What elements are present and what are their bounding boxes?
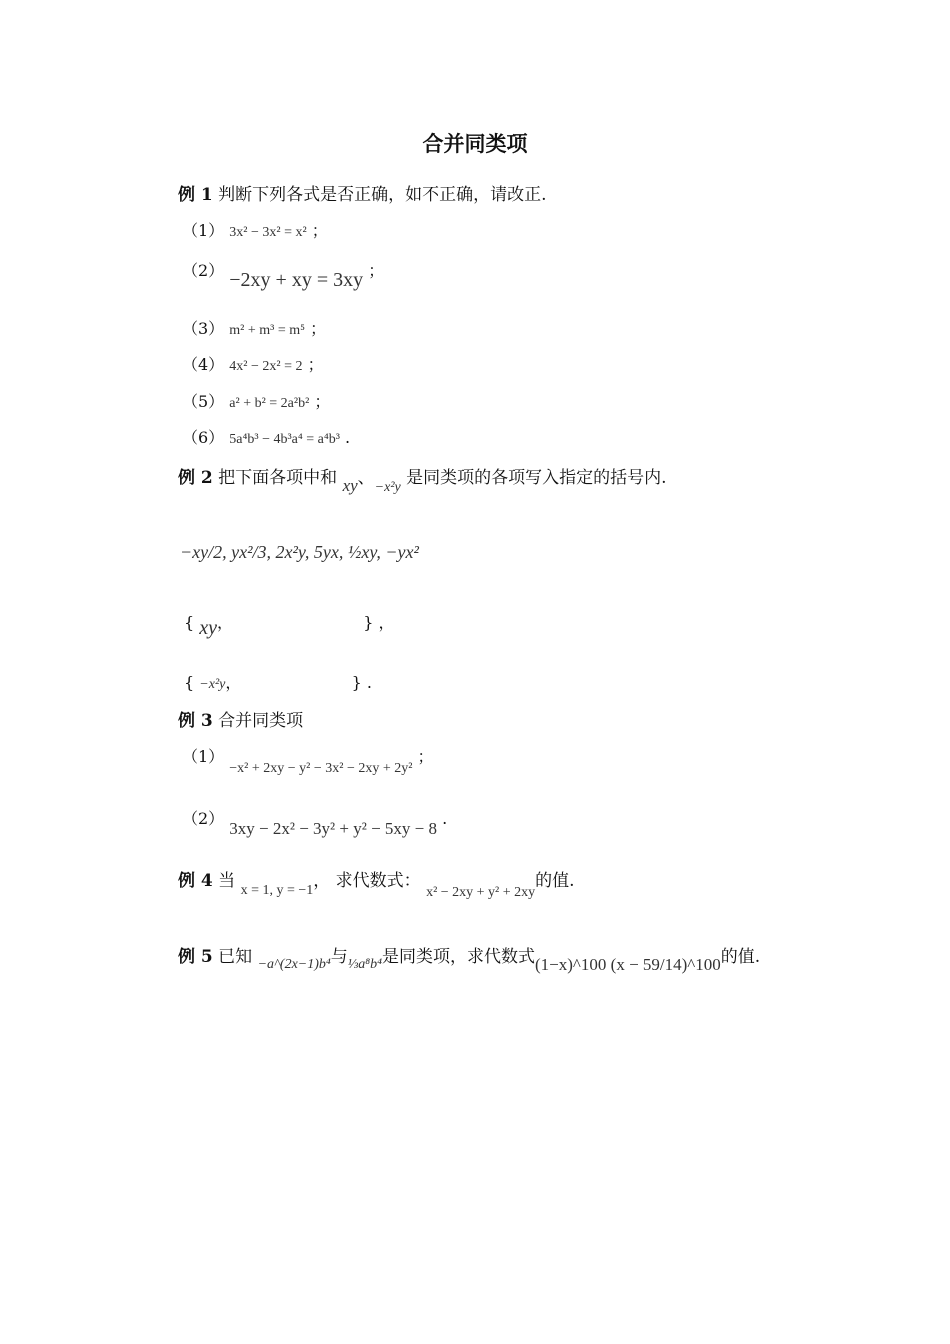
example-1-item-5: [182, 389, 330, 412]
example-2-term-list: −xy/2, yx²/3, 2x²y, 5yx, ½xy, −yx²: [180, 542, 419, 562]
set-after: .: [366, 673, 372, 692]
example-2-term-1: xy: [342, 476, 358, 495]
item-number: （1）: [182, 747, 225, 766]
example-4-condition: x = 1, y = −1: [240, 883, 314, 898]
example-5-text-a: 已知: [218, 947, 253, 967]
example-2-label: 例 2: [178, 468, 213, 488]
example-4-text-b: ， 求代数式：: [313, 871, 421, 891]
example-5-expression: (1−x)^100 (x − 59/14)^100: [535, 955, 721, 974]
example-1-text: 判断下列各式是否正确，如不正确，请改正.: [218, 185, 547, 205]
example-1-item-3: [182, 316, 326, 339]
example-3-label: 例 3: [178, 711, 213, 731]
item-number: （1）: [182, 221, 225, 240]
item-number: （6）: [182, 428, 225, 447]
item-number: （4）: [182, 355, 225, 374]
example-1-heading: [178, 180, 547, 205]
example-5-text-b: 与: [330, 947, 348, 967]
item-expression: m² + m³ = m⁵: [229, 323, 306, 338]
example-3-text: 合并同类项: [218, 711, 304, 731]
example-2-text-a: 把下面各项中和: [218, 468, 338, 488]
example-2-set-1: [184, 610, 395, 639]
item-end: ；: [310, 319, 327, 338]
example-4-label: 例 4: [178, 871, 213, 891]
set-open-brace: {: [184, 613, 195, 632]
example-4-text-a: 当: [218, 871, 236, 891]
item-expression: 3x² − 3x² = x²: [229, 225, 307, 240]
example-5-text-d: 的值.: [720, 947, 761, 967]
example-3-heading: [178, 706, 303, 731]
example-5-heading: [178, 942, 761, 974]
item-number: （2）: [182, 809, 225, 828]
example-5-term-2: ⅓a⁸b⁴: [347, 957, 383, 972]
item-expression: 5a⁴b³ − 4b³a⁴ = a⁴b³: [229, 432, 340, 447]
set-close-brace: }: [363, 613, 374, 632]
example-4-heading: [178, 866, 575, 900]
example-1-label: 例 1: [178, 185, 213, 205]
page-title: 合并同类项: [422, 131, 528, 156]
item-number: （3）: [182, 319, 225, 338]
example-5-term-1: −a^(2x−1)b⁴: [257, 957, 331, 972]
item-expression: −x² + 2xy − y² − 3x² − 2xy + 2y²: [229, 761, 413, 776]
item-end: .: [442, 809, 448, 828]
example-4-expression: x² − 2xy + y² + 2xy: [426, 885, 536, 900]
example-1-item-4: [182, 352, 324, 375]
item-end: ；: [417, 747, 434, 766]
item-end: ；: [368, 261, 385, 280]
example-2-text-b: 是同类项的各项写入指定的括号内.: [406, 468, 667, 488]
item-expression: −2xy + xy = 3xy: [229, 269, 364, 291]
item-number: （2）: [182, 261, 225, 280]
item-end: ；: [307, 355, 324, 374]
example-2-set-2: [184, 670, 372, 693]
example-3-item-1: [182, 744, 434, 776]
example-5-text-c: 是同类项，求代数式: [382, 947, 536, 967]
set-first-term: −x²y: [199, 677, 226, 692]
set-first-term: xy: [199, 617, 218, 639]
item-end: ；: [311, 221, 328, 240]
item-expression: 4x² − 2x² = 2: [229, 359, 303, 374]
example-3-item-2: [182, 806, 448, 838]
set-open-brace: {: [184, 673, 195, 692]
item-end: ；: [314, 392, 331, 411]
set-comma: ，: [225, 673, 242, 692]
set-comma: ，: [217, 613, 234, 632]
example-5-label: 例 5: [178, 947, 213, 967]
example-2-heading: [178, 463, 667, 495]
item-end: .: [345, 428, 351, 447]
example-1-item-1: [182, 218, 328, 241]
example-4-text-c: 的值.: [535, 871, 575, 891]
item-expression: 3xy − 2x² − 3y² + y² − 5xy − 8: [229, 819, 438, 838]
set-after: ，: [378, 613, 395, 632]
item-expression: a² + b² = 2a²b²: [229, 396, 310, 411]
item-number: （5）: [182, 392, 225, 411]
example-2-separator: 、: [357, 468, 375, 488]
example-2-term-2: −x²y: [374, 480, 401, 495]
set-close-brace: }: [351, 673, 362, 692]
example-1-item-6: [182, 425, 350, 448]
example-1-item-2: [182, 258, 385, 291]
